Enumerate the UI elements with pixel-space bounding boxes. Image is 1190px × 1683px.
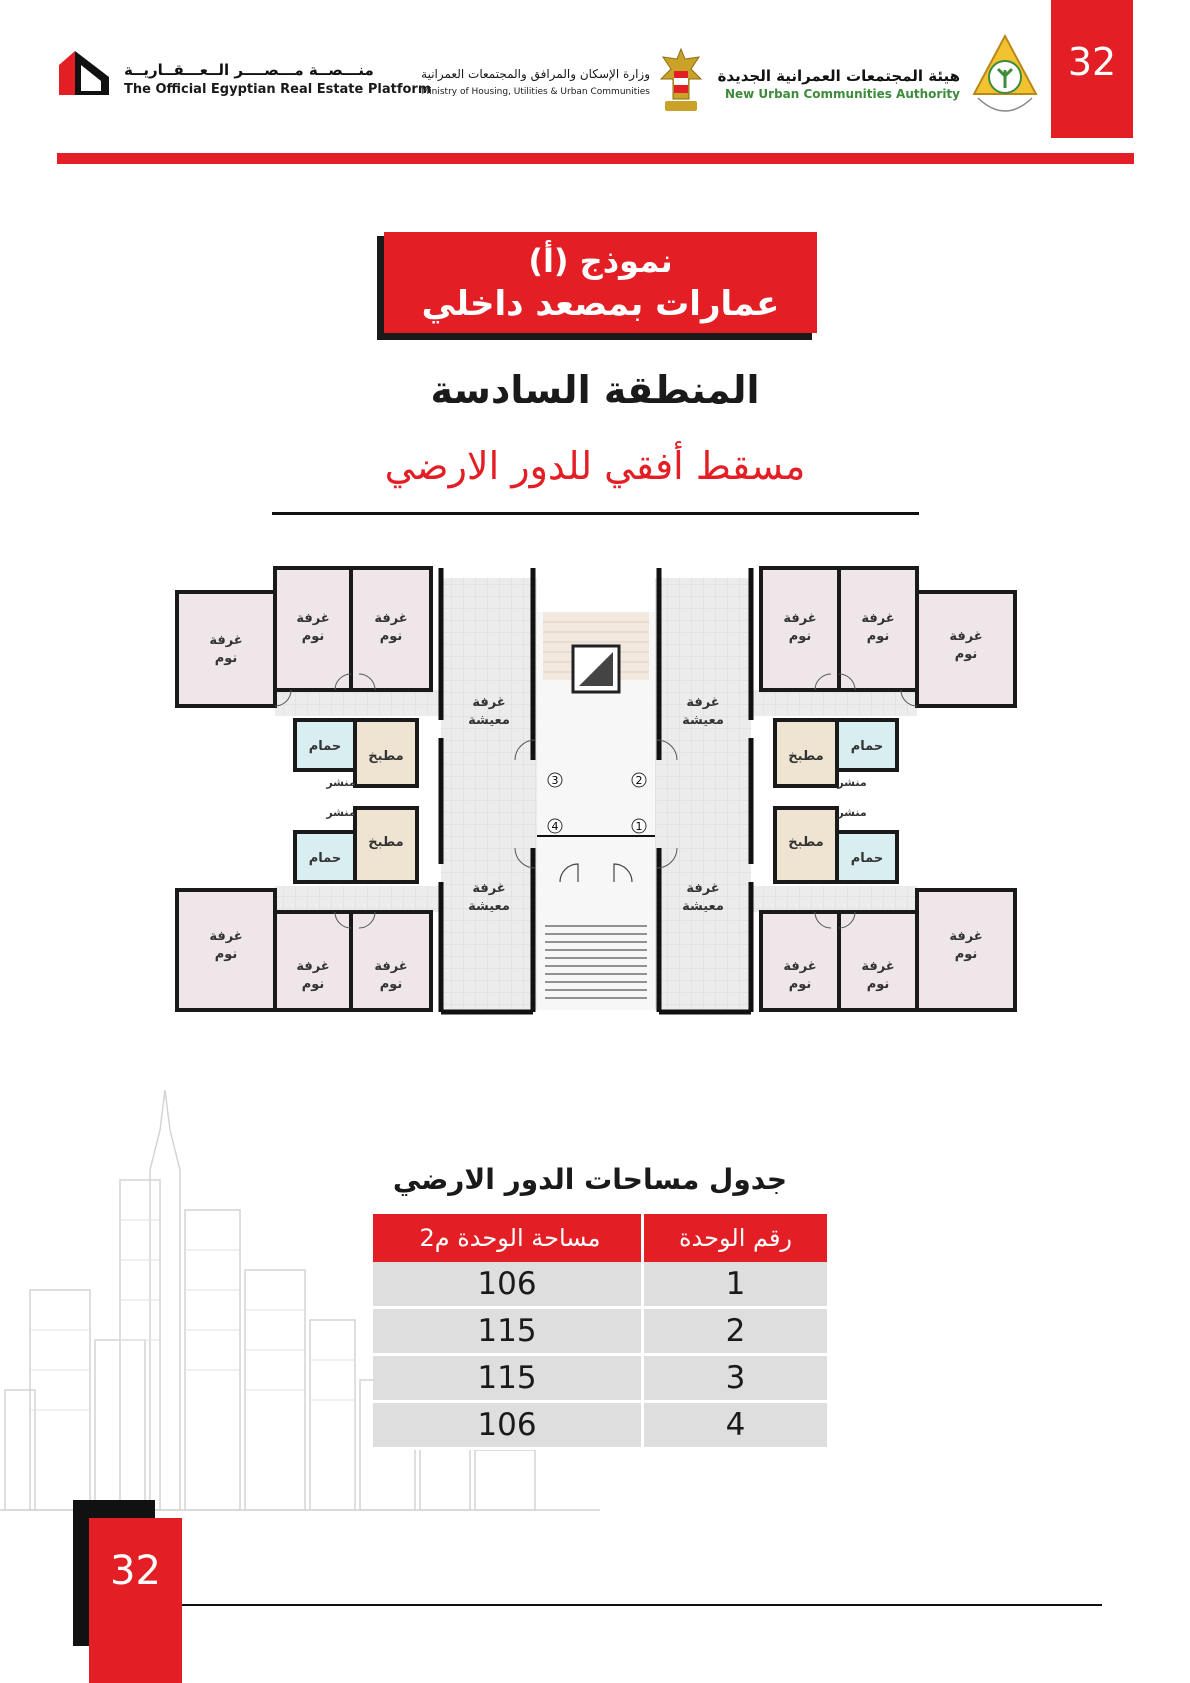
- bedroom-label: غرفة: [949, 629, 983, 644]
- header-unit-number: رقم الوحدة: [644, 1214, 827, 1262]
- bedroom-label: غرفة: [783, 611, 817, 626]
- ministry-name-en: Ministry of Housing, Utilities & Urban Communities: [421, 87, 650, 97]
- living-label: معيشة: [468, 899, 510, 914]
- bedroom-label: غرفة: [209, 929, 243, 944]
- kitchen-label: مطبخ: [368, 835, 404, 850]
- bedroom-label: نوم: [866, 977, 890, 992]
- bedroom-label: غرفة: [296, 611, 330, 626]
- cell-unit: 2: [644, 1309, 827, 1356]
- bedroom-label: غرفة: [296, 959, 330, 974]
- nuca-logo: [717, 32, 1035, 122]
- bedroom-label: غرفة: [374, 611, 408, 626]
- house-logo-icon: [57, 45, 112, 97]
- bedroom-lu-outer: [177, 592, 275, 706]
- laundry-label: منشر: [326, 806, 356, 819]
- bedroom-label: نوم: [379, 629, 403, 644]
- nuca-name-en: New Urban Communities Authority: [724, 87, 960, 101]
- bath-label: حمام: [850, 739, 884, 754]
- cell-area: 115: [373, 1309, 644, 1356]
- building-type-title: عمارات بمصعد داخلي: [421, 284, 780, 324]
- platform-name-en: The Official Egyptian Real Estate Platform: [124, 82, 432, 97]
- platform-logo: [57, 45, 432, 105]
- page-number-bottom: 32: [110, 1548, 161, 1594]
- corridor-right-upper: [751, 690, 917, 716]
- bedroom-label: نوم: [866, 629, 890, 644]
- platform-name-ar: منـــصــة مـــصــــر الــعـــقــاريــة: [124, 61, 374, 79]
- living-label: غرفة: [686, 881, 720, 896]
- cell-unit: 1: [644, 1262, 827, 1309]
- ministry-logo: [421, 45, 710, 120]
- model-title-box: [384, 232, 817, 333]
- header-divider: [57, 153, 1134, 164]
- living-label: غرفة: [472, 695, 506, 710]
- corridor-left-upper: [275, 690, 441, 716]
- table-caption: جدول مساحات الدور الارضي: [392, 1163, 788, 1196]
- table-row: [373, 1262, 827, 1309]
- footer-page-tab: [89, 1518, 182, 1683]
- corridor-right-lower: [751, 886, 917, 912]
- footer-divider: [182, 1604, 1102, 1606]
- cell-unit: 4: [644, 1403, 827, 1450]
- title-divider: [272, 512, 919, 515]
- bedroom-label: نوم: [788, 977, 812, 992]
- cell-area: 106: [373, 1262, 644, 1309]
- bath-label: حمام: [308, 851, 342, 866]
- bath-label: حمام: [850, 851, 884, 866]
- laundry-label: منشر: [837, 806, 867, 819]
- kitchen-label: مطبخ: [788, 749, 824, 764]
- bedroom-label: نوم: [379, 977, 403, 992]
- unit-marker-2: 2: [635, 774, 643, 787]
- cell-area: 115: [373, 1356, 644, 1403]
- cell-unit: 3: [644, 1356, 827, 1403]
- areas-table: [373, 1214, 827, 1450]
- bedroom-label: نوم: [301, 629, 325, 644]
- living-room-left-upper: [441, 578, 537, 800]
- bedroom-label: غرفة: [783, 959, 817, 974]
- table-row: [373, 1309, 827, 1356]
- kitchen-label: مطبخ: [788, 835, 824, 850]
- eagle-emblem-icon: [655, 45, 707, 117]
- living-label: غرفة: [686, 695, 720, 710]
- bedroom-label: غرفة: [374, 959, 408, 974]
- bedroom-label: غرفة: [209, 633, 243, 648]
- floor-plan: [175, 560, 1017, 1028]
- bedroom-label: نوم: [788, 629, 812, 644]
- page-number-top: 32: [1067, 40, 1117, 84]
- bedroom-label: نوم: [214, 651, 238, 666]
- table-header-row: [373, 1214, 827, 1262]
- header-unit-area: مساحة الوحدة م2: [373, 1214, 644, 1262]
- table-row: [373, 1403, 827, 1450]
- bedroom-label: نوم: [301, 977, 325, 992]
- living-label: معيشة: [682, 713, 724, 728]
- laundry-label: منشر: [837, 776, 867, 789]
- kitchen-label: مطبخ: [368, 749, 404, 764]
- living-label: معيشة: [682, 899, 724, 914]
- bedroom-label: غرفة: [861, 611, 895, 626]
- bath-label: حمام: [308, 739, 342, 754]
- bedroom-label: غرفة: [861, 959, 895, 974]
- corridor-left-lower: [275, 886, 441, 912]
- ministry-name-ar: وزارة الإسكان والمرافق والمجتمعات العمرانية: [421, 67, 650, 81]
- bedroom-label: نوم: [954, 647, 978, 662]
- laundry-label: منشر: [326, 776, 356, 789]
- living-label: غرفة: [472, 881, 506, 896]
- cell-area: 106: [373, 1403, 644, 1450]
- model-title: نموذج (أ): [528, 242, 673, 280]
- plan-title: مسقط أفقي للدور الارضي: [384, 444, 806, 488]
- table-row: [373, 1356, 827, 1403]
- zone-title: المنطقة السادسة: [430, 368, 760, 412]
- nuca-seal-icon: [970, 32, 1040, 120]
- bedroom-label: نوم: [214, 947, 238, 962]
- unit-marker-1: 1: [635, 820, 643, 833]
- living-label: معيشة: [468, 713, 510, 728]
- living-room-right-upper: [655, 578, 751, 800]
- bedroom-label: غرفة: [949, 929, 983, 944]
- unit-marker-4: 4: [551, 820, 559, 833]
- bedroom-label: نوم: [954, 947, 978, 962]
- nuca-name-ar: هيئة المجتمعات العمرانية الجديدة: [717, 67, 960, 85]
- unit-marker-3: 3: [551, 774, 559, 787]
